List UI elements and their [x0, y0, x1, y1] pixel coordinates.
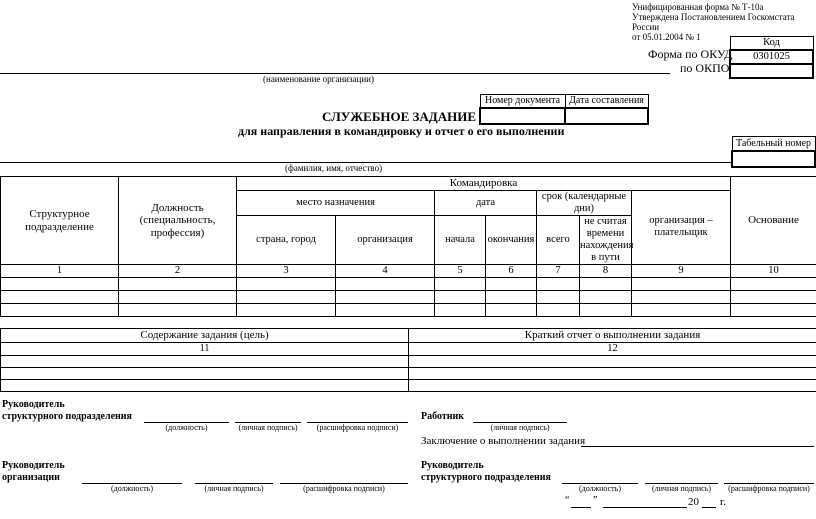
col-excluding: не считая времени нахождения в пути	[580, 215, 634, 263]
caption-decode: (расшифровка подписи)	[303, 484, 385, 493]
trip-table	[0, 176, 816, 317]
col-position: Должность (специальность, профессия)	[119, 177, 237, 265]
col-date: дата	[435, 190, 537, 215]
col-basis: Основание	[731, 177, 816, 265]
conclusion-line	[581, 446, 814, 447]
header-line-1: Унифицированная форма № Т-10а	[632, 2, 764, 12]
col-number: 5	[435, 265, 486, 278]
tabel-table	[731, 136, 816, 168]
worker-label: Работник	[421, 411, 465, 422]
date-quote-close: ”	[593, 495, 598, 506]
head-dept-line-1: Руководитель	[2, 399, 65, 410]
org-caption: (наименование организации)	[263, 74, 374, 84]
document-title: СЛУЖЕБНОЕ ЗАДАНИЕ	[322, 109, 477, 124]
head-org-line-1: Руководитель	[2, 460, 65, 471]
col-number: 6	[486, 265, 537, 278]
table-row	[1, 379, 816, 391]
okud-label: Форма по ОКУД	[648, 47, 733, 61]
col-payer: организация – плательщик	[632, 190, 731, 264]
head-dept-label	[2, 399, 132, 423]
okpo-label: по ОКПО	[680, 61, 730, 75]
document-subtitle: для направления в командировку и отчет о его выполнении	[238, 124, 565, 138]
kod-label: Код	[730, 37, 813, 51]
head-org-line-2: организации	[2, 472, 60, 483]
col-total: всего	[537, 215, 580, 264]
codes-table	[729, 36, 814, 79]
okud-value: 0301025	[730, 50, 813, 64]
conclusion-label: Заключение о выполнении задания	[421, 435, 586, 447]
col-number: 3	[237, 265, 336, 278]
task-report-header: Краткий отчет о выполнении задания	[409, 329, 816, 343]
date-suffix: г.	[720, 496, 727, 508]
head-dept-bottom-label	[421, 460, 551, 484]
table-row	[1, 304, 816, 317]
head-dept-line-2: структурного подразделения	[2, 411, 132, 422]
date-day-line	[571, 507, 591, 508]
doc-number-label: Номер документа	[480, 95, 565, 109]
date-month-line	[603, 507, 687, 508]
table-row	[1, 367, 816, 379]
col-start: начала	[435, 215, 486, 264]
col-destination: место назначения	[237, 190, 435, 215]
col-end: окончания	[486, 215, 537, 264]
table-row	[1, 355, 816, 367]
tabel-value	[732, 151, 815, 167]
table-row	[1, 291, 816, 304]
col-number: 9	[632, 265, 731, 278]
fio-caption: (фамилия, имя, отчество)	[285, 163, 383, 173]
task-content-header: Содержание задания (цель)	[1, 329, 409, 343]
header-line-3: от 05.01.2004 № 1	[632, 32, 701, 42]
caption-position: (должность)	[579, 484, 621, 493]
caption-sign: (личная подпись)	[238, 423, 298, 432]
col-number: 4	[336, 265, 435, 278]
okpo-value	[730, 64, 813, 78]
caption-position: (должность)	[165, 423, 208, 432]
date-quote-open: “	[565, 495, 570, 506]
col-trip: Командировка	[237, 177, 731, 191]
caption-decode: (расшифровка подписи)	[316, 423, 399, 432]
head-dept-bottom-line-1: Руководитель	[421, 460, 484, 471]
col-struct: Структурное подразделение	[1, 177, 119, 265]
col-organization: организация	[336, 215, 435, 264]
col-country: страна, город	[237, 215, 336, 264]
col-number: 12	[409, 342, 816, 355]
doc-date-value	[565, 108, 648, 124]
col-term: срок (календарные дни)	[537, 190, 632, 215]
tabel-label: Табельный номер	[732, 137, 815, 152]
col-number: 11	[1, 342, 409, 355]
doc-number-value	[480, 108, 565, 124]
col-number: 8	[580, 265, 632, 278]
caption-decode: (расшифровка подписи)	[728, 484, 810, 493]
head-dept-bottom-line-2: структурного подразделения	[421, 472, 551, 483]
doc-date-label: Дата составления	[565, 95, 648, 109]
caption-sign: (личная подпись)	[204, 484, 264, 493]
caption-sign: (личная подпись)	[651, 484, 712, 493]
date-year-prefix: 20	[688, 496, 699, 508]
date-year-line	[702, 507, 716, 508]
col-number: 10	[731, 265, 816, 278]
col-number: 1	[1, 265, 119, 278]
task-table	[0, 328, 816, 392]
col-number: 2	[119, 265, 237, 278]
header-line-2: Утверждена Постановлением Госкомстата России	[632, 12, 795, 32]
table-row	[1, 278, 816, 291]
caption-position: (должность)	[111, 484, 153, 493]
caption-sign: (личная подпись)	[490, 423, 550, 432]
col-number: 7	[537, 265, 580, 278]
head-org-label	[2, 460, 65, 484]
doc-table	[479, 94, 649, 125]
